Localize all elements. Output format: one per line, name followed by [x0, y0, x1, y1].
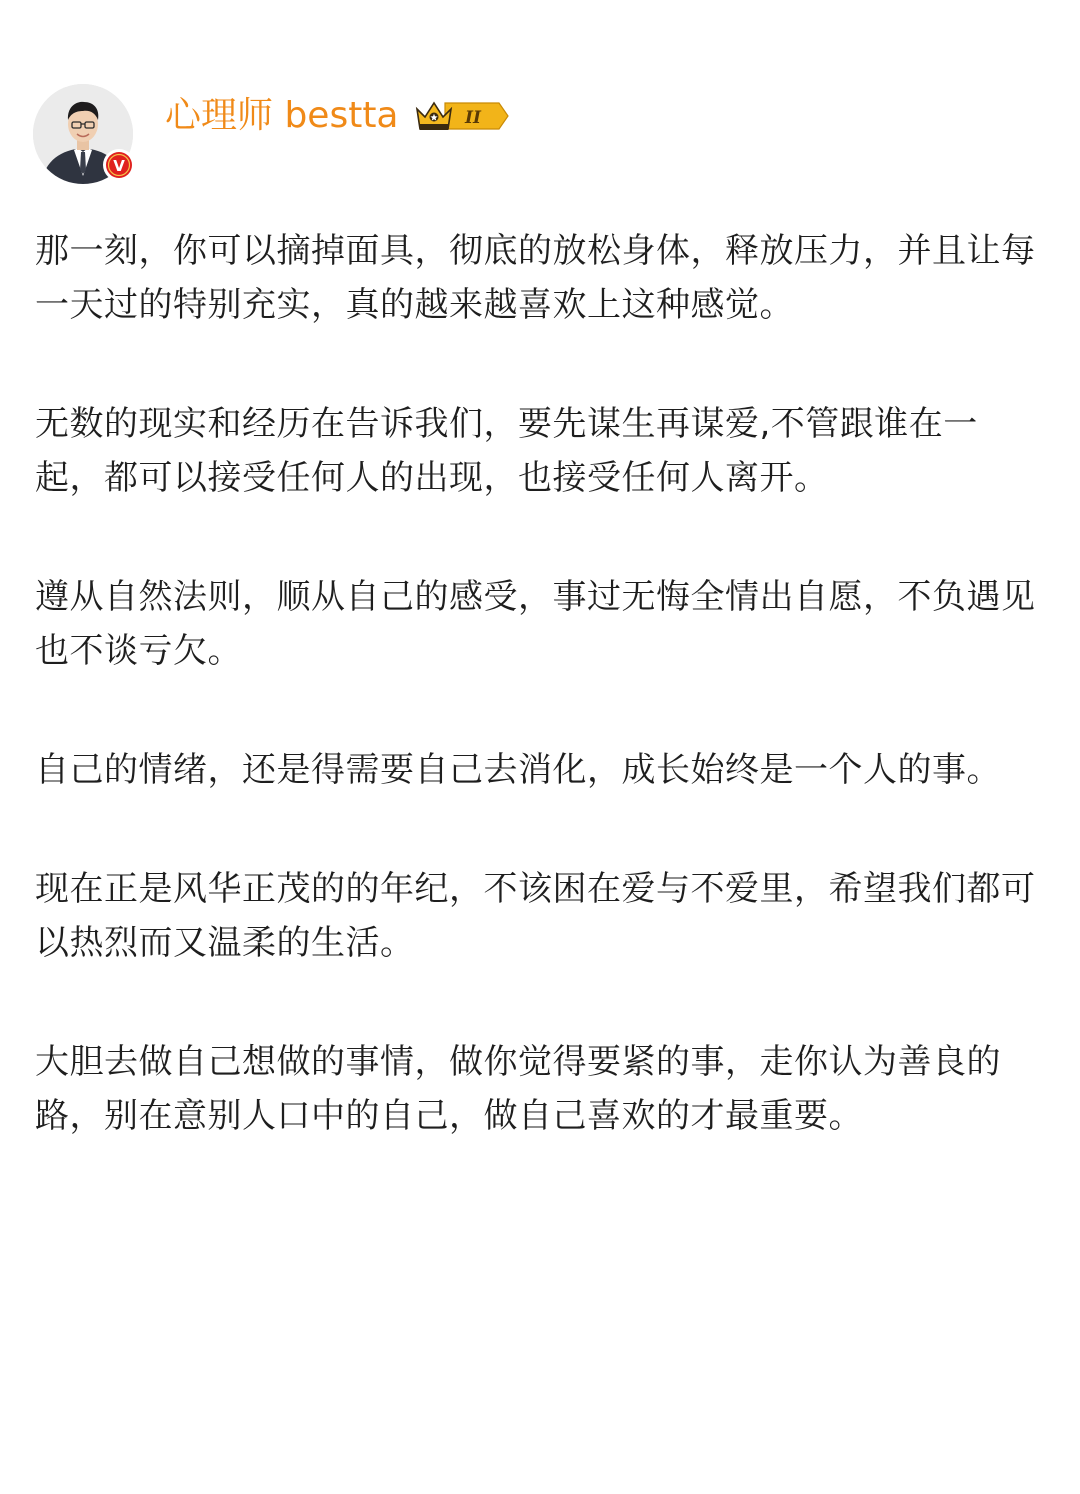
crown-level-icon	[415, 97, 511, 135]
level-mark: II	[464, 108, 481, 128]
post-paragraph: 自己的情绪，还是得需要自己去消化，成长始终是一个人的事。	[35, 750, 1001, 790]
post-header	[33, 84, 1043, 188]
post-body	[35, 224, 1045, 1208]
verified-v-icon	[102, 148, 136, 182]
author-name[interactable]: 心理师 bestta	[165, 95, 399, 136]
author-row	[165, 92, 511, 140]
post-paragraph: 那一刻，你可以摘掉面具，彻底的放松身体，释放压力，并且让每一天过的特别充实，真的越来越喜欢上这种感觉。	[35, 231, 1036, 325]
post-paragraph: 无数的现实和经历在告诉我们，要先谋生再谋爱,不管跟谁在一起，都可以接受任何人的出现，也接受任何人离开。	[35, 404, 978, 498]
avatar[interactable]	[33, 84, 135, 186]
verified-mark: V	[113, 157, 125, 175]
post-paragraph: 遵从自然法则，顺从自己的感受，事过无悔全情出自愿，不负遇见也不谈亏欠。	[35, 577, 1036, 671]
post-paragraph: 现在正是风华正茂的的年纪，不该困在爱与不爱里，希望我们都可以热烈而又温柔的生活。	[35, 869, 1036, 963]
post-paragraph: 大胆去做自己想做的事情，做你觉得要紧的事，走你认为善良的路，别在意别人口中的自己，做自己喜欢的才最重要。	[35, 1042, 1001, 1136]
